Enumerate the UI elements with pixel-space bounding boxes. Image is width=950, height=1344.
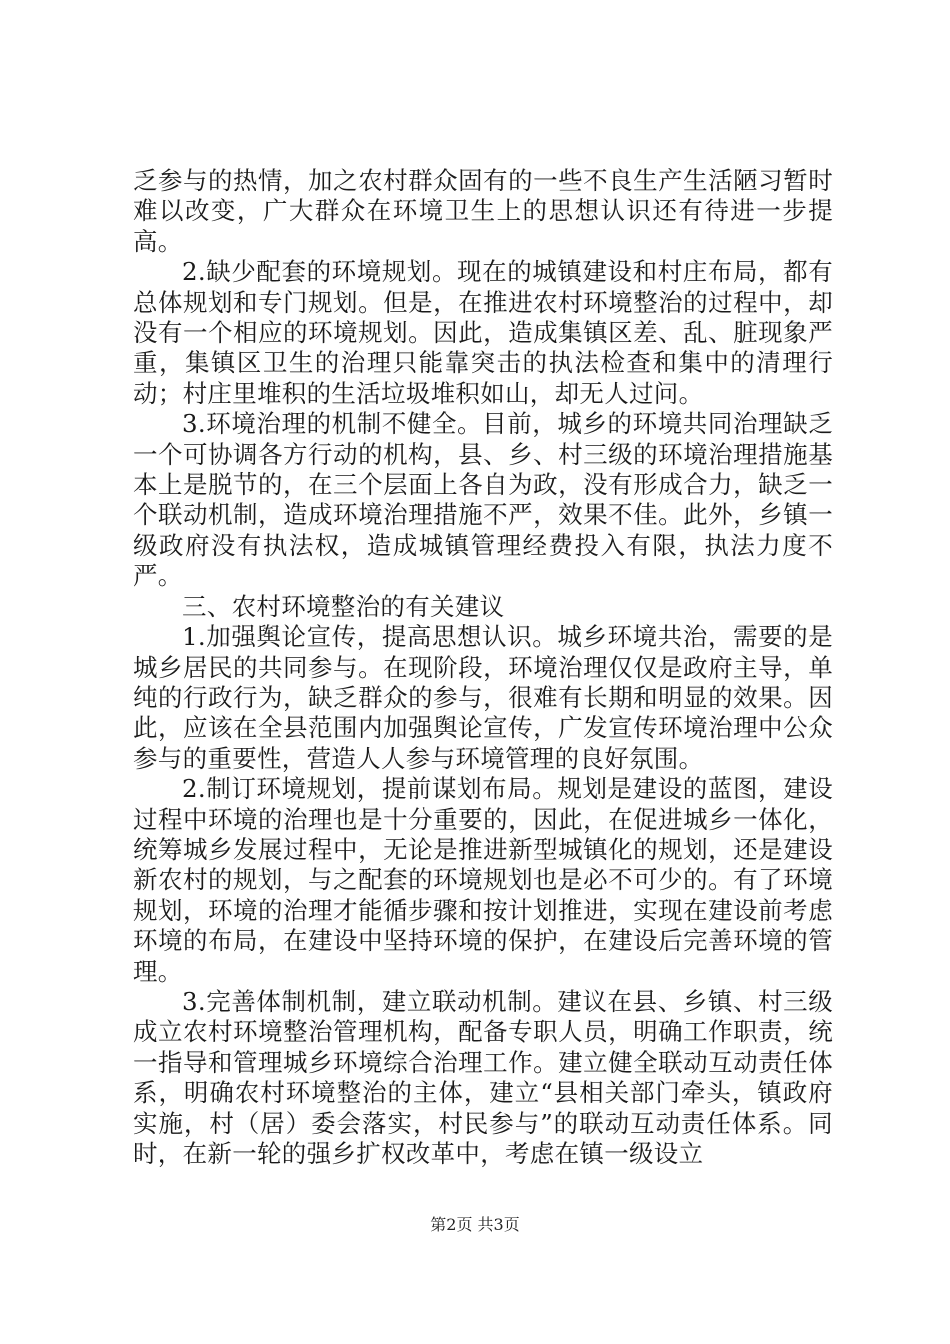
paragraph-continuation: 乏参与的热情，加之农村群众固有的一些不良生产生活陋习暂时难以改变，广大群众在环境卫生上的思想认识还有待进一步提高。 <box>133 166 833 256</box>
page-number-footer: 第2页 共3页 <box>430 1215 520 1234</box>
section-heading: 三、农村环境整治的有关建议 <box>182 591 505 621</box>
paragraph-suggestion-1: 1.加强舆论宣传，提高思想认识。城乡环境共治，需要的是城乡居民的共同参与。在现阶段，环境治理仅仅是政府主导，单纯的行政行为，缺乏群众的参与，很难有长期和明显的效果。因此，应该在全县范围内加强舆论宣传，广发宣传环境治理中公众参与的重要性，营造人人参与环境管理的良好氛围。 <box>133 622 833 773</box>
paragraph-point-3-mechanism: 3.环境治理的机制不健全。目前，城乡的环境共同治理缺乏一个可协调各方行动的机构，县、乡、村三级的环境治理措施基本上是脱节的，在三个层面上各自为政，没有形成合力，缺乏一个联动机制，造成环境治理措施不严，效果不佳。此外，乡镇一级政府没有执法权，造成城镇管理经费投入有限，执法力度不严。 <box>133 409 833 591</box>
document-body <box>133 166 833 1169</box>
paragraph-point-2-planning: 2.缺少配套的环境规划。现在的城镇建设和村庄布局，都有总体规划和专门规划。但是，在推进农村环境整治的过程中，却没有一个相应的环境规划。因此，造成集镇区差、乱、脏现象严重，集镇区卫生的治理只能靠突击的执法检查和集中的清理行动；村庄里堆积的生活垃圾堆积如山，却无人过问。 <box>133 257 833 408</box>
paragraph-suggestion-2: 2.制订环境规划，提前谋划布局。规划是建设的蓝图，建设过程中环境的治理也是十分重要的，因此，在促进城乡一体化，统筹城乡发展过程中，无论是推进新型城镇化的规划，还是建设新农村的规划，与之配套的环境规划也是必不可少的。有了环境规划，环境的治理才能循步骤和按计划推进，实现在建设前考虑环境的布局，在建设中坚持环境的保护，在建设后完善环境的管理。 <box>133 774 833 986</box>
paragraph-suggestion-3: 3.完善体制机制，建立联动机制。建议在县、乡镇、村三级成立农村环境整治管理机构，配备专职人员，明确工作职责，统一指导和管理城乡环境综合治理工作。建立健全联动互动责任体系，明确农村环境整治的主体，建立“县相关部门牵头，镇政府实施，村（居）委会落实，村民参与”的联动互动责任体系。同时，在新一轮的强乡扩权改革中，考虑在镇一级设立 <box>133 986 833 1168</box>
